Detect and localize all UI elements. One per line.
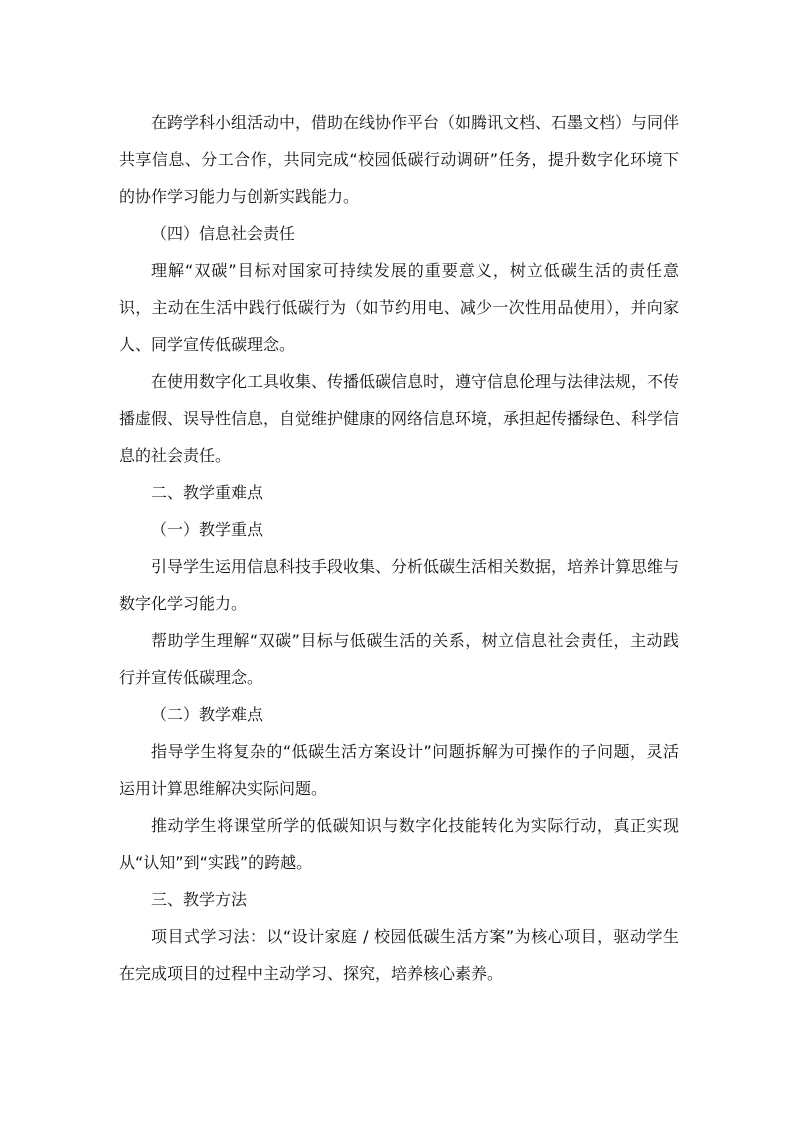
heading-teaching-key-difficult-points: 二、教学重难点 [151,483,264,502]
para-project-learning: 项目式学习法：以“设计家庭 / 校园低碳生活方案”为核心项目，驱动学生在完成项目的过程中主动学习、探究，培养核心素养。 [119,927,679,983]
para-key-point-1: 引导学生运用信息科技手段收集、分析低碳生活相关数据，培养计算思维与数字化学习能力。 [119,557,680,613]
para-difficult-point-1: 指导学生将复杂的“低碳生活方案设计”问题拆解为可操作的子问题，灵活运用计算思维解决实际问题。 [119,742,679,798]
heading-teaching-methods: 三、教学方法 [151,890,248,909]
para-collaboration: 在跨学科小组活动中，借助在线协作平台（如腾讯文档、石墨文档）与同伴共享信息、分工合作，共同完成“校园低碳行动调研”任务，提升数字化环境下的协作学习能力与创新实践能力。 [119,113,680,206]
heading-teaching-difficult-points: （二）教学难点 [151,705,264,724]
para-info-ethics: 在使用数字化工具收集、传播低碳信息时，遵守信息伦理与法律法规，不传播虚假、误导性信息，自觉维护健康的网络信息环境，承担起传播绿色、科学信息的社会责任。 [119,372,680,465]
document-body [119,104,679,992]
heading-teaching-key-points: （一）教学重点 [151,520,264,539]
para-difficult-point-2: 推动学生将课堂所学的低碳知识与数字化技能转化为实际行动，真正实现从“认知”到“实践”的跨越。 [119,816,679,872]
para-key-point-2: 帮助学生理解“双碳”目标与低碳生活的关系，树立信息社会责任，主动践行并宣传低碳理念。 [119,631,679,687]
para-dual-carbon-understanding: 理解“双碳”目标对国家可持续发展的重要意义，树立低碳生活的责任意识，主动在生活中践行低碳行为（如节约用电、减少一次性用品使用），并向家人、同学宣传低碳理念。 [119,261,679,354]
heading-info-social-responsibility: （四）信息社会责任 [151,224,296,243]
